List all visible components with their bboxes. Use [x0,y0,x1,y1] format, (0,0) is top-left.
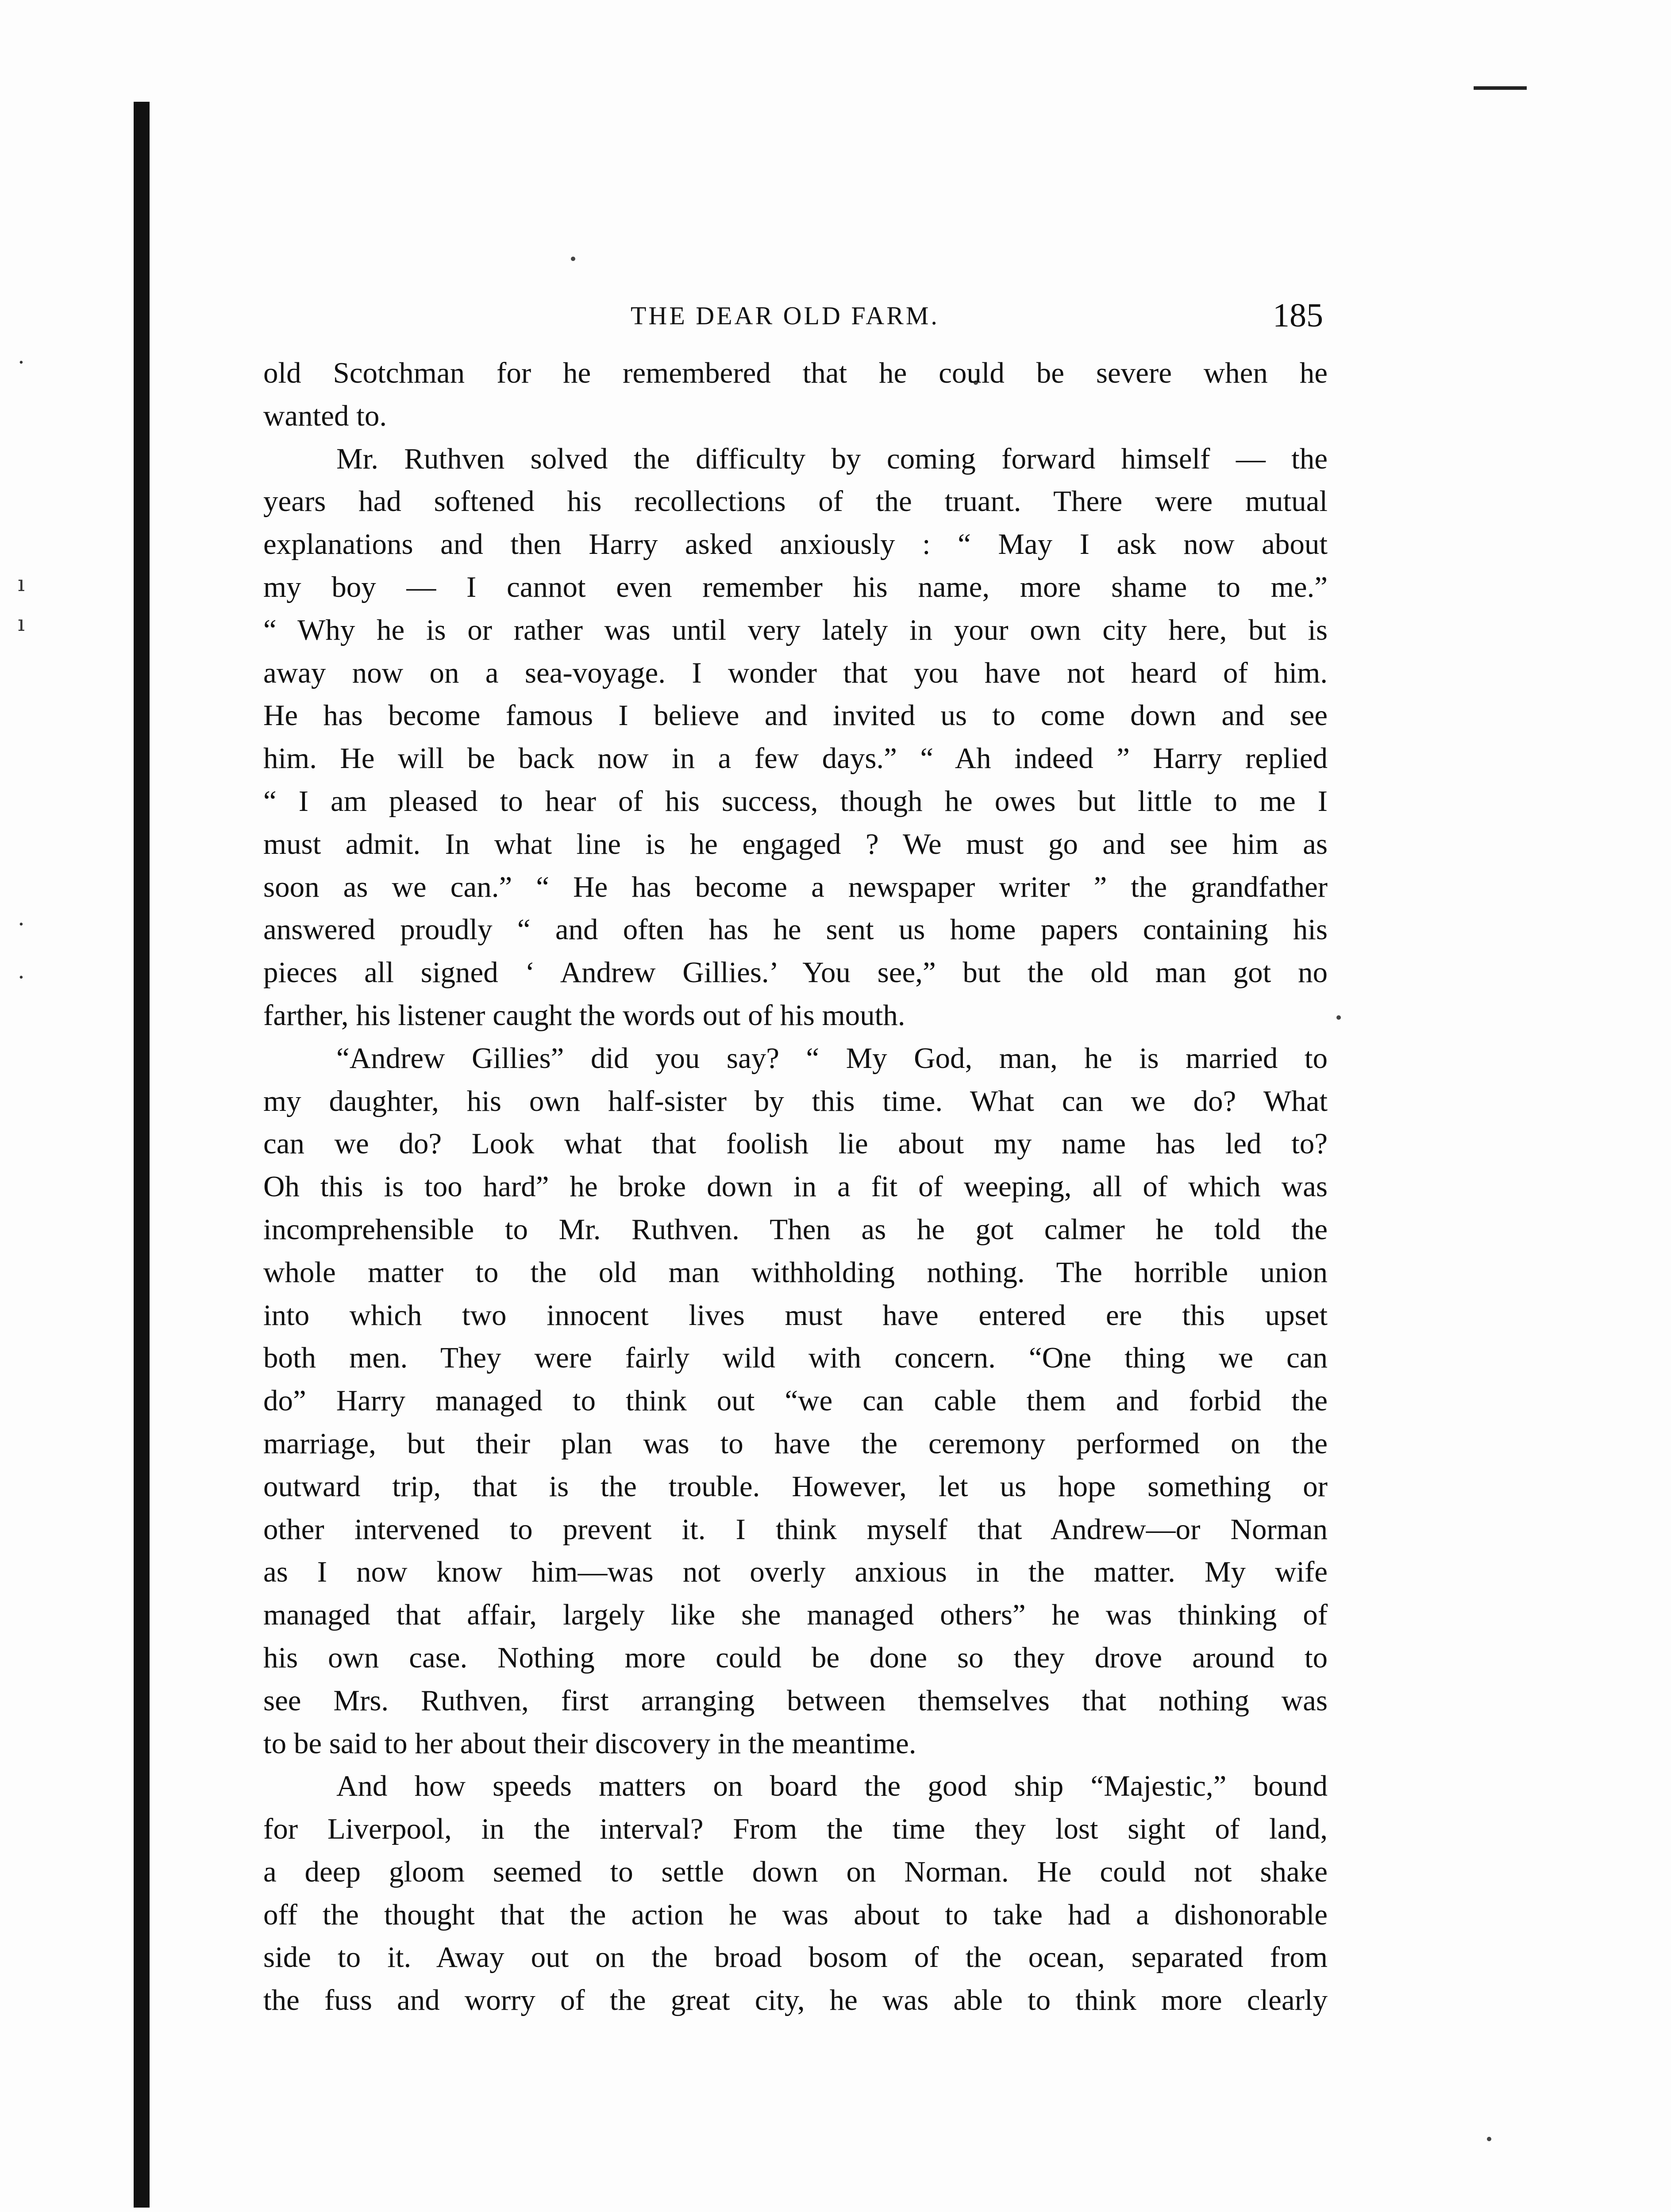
text-line: for Liverpool, in the interval? From the time they lost sight of land, [263,1813,1328,1846]
text-line: soon as we can.” “ He has become a newspaper writer ” the grandfather [263,870,1328,903]
text-line: see Mrs. Ruthven, first arranging between themselves that nothing was [263,1684,1328,1717]
binding-shadow [134,102,150,2208]
scan-speck [1336,1015,1341,1020]
text-line: away now on a sea-voyage. I wonder that you have not heard of him. [263,656,1328,689]
scan-speck [571,257,575,261]
text-line: must admit. In what line is he engaged ? We must go and see him as [263,827,1328,860]
margin-speck: · [18,349,25,375]
margin-speck: · [18,964,25,990]
text-line: him. He will be back now in a few days.” “ Ah indeed ” Harry replied [263,742,1328,775]
text-line: wanted to. [263,399,387,432]
text-line: whole matter to the old man withholding nothing. The horrible union [263,1256,1328,1289]
margin-speck: · [18,911,25,937]
page-number: 185 [1273,297,1323,334]
text-line: Oh this is too hard” he broke down in a fit of weeping, all of which was [263,1170,1328,1203]
text-line: explanations and then Harry asked anxiously : “ May I ask now about [263,528,1328,561]
text-line: answered proudly “ and often has he sent us home papers containing his [263,913,1328,946]
text-line: both men. They were fairly wild with concern. “One thing we can [263,1341,1328,1375]
text-line: my boy — I cannot even remember his name, more shame to me.” [263,570,1328,603]
text-line: farther, his listener caught the words out of his mouth. [263,998,905,1032]
text-line: managed that affair, largely like she managed others” he was thinking of [263,1598,1328,1632]
text-line: years had softened his recollections of the truant. There were mutual [263,485,1328,518]
text-line: old Scotchman for he remembered that he could be severe when he [263,357,1328,389]
text-line: into which two innocent lives must have entered ere this upset [263,1298,1328,1332]
text-line: to be said to her about their discovery in the meantime. [263,1727,916,1760]
text-line: incomprehensible to Mr. Ruthven. Then as he got calmer he told the [263,1213,1328,1246]
text-line: outward trip, that is the trouble. However, let us hope something or [263,1470,1328,1503]
paragraph [263,1037,1328,1765]
text-line: “Andrew Gillies” did you say? “ My God, man, he is married to [336,1041,1328,1075]
text-line: “ I am pleased to hear of his success, though he owes but little to me I [263,784,1328,818]
paragraph [263,352,1328,438]
text-line: can we do? Look what that foolish lie about my name has led to? [263,1127,1328,1160]
text-line: do” Harry managed to think out “we can cable them and forbid the [263,1384,1328,1417]
running-title: THE DEAR OLD FARM. [631,301,939,330]
text-line: side to it. Away out on the broad bosom of the ocean, separated from [263,1941,1328,1974]
scan-artifact-rule [1474,86,1527,90]
text-line: marriage, but their plan was to have the ceremony performed on the [263,1427,1328,1460]
text-line: And how speeds matters on board the good ship “Majestic,” bound [336,1770,1328,1803]
text-line: He has become famous I believe and invited us to come down and see [263,699,1328,732]
text-line: the fuss and worry of the great city, he was able to think more clearly [263,1984,1328,2017]
body-text [263,352,1328,2022]
paragraph [263,1765,1328,2022]
paragraph [263,438,1328,1037]
text-line: “ Why he is or rather was until very lately in your own city here, but is [263,613,1328,646]
text-line: his own case. Nothing more could be done so they drove around to [263,1641,1328,1674]
margin-speck: ı [18,611,25,636]
text-line: my daughter, his own half-sister by this time. What can we do? What [263,1084,1328,1118]
text-line: Mr. Ruthven solved the difficulty by coming forward himself — the [336,442,1328,475]
page-header [263,296,1328,336]
text-line: other intervened to prevent it. I think myself that Andrew—or Norman [263,1513,1328,1546]
text-line: pieces all signed ‘ Andrew Gillies.’ You see,” but the old man got no [263,956,1328,989]
text-line: a deep gloom seemed to settle down on Norman. He could not shake [263,1855,1328,1888]
scan-speck [1487,2137,1491,2141]
text-line: as I now know him—was not overly anxious in the matter. My wife [263,1555,1328,1589]
margin-speck: ı [18,571,25,596]
text-line: off the thought that the action he was about to take had a dishonorable [263,1898,1328,1931]
